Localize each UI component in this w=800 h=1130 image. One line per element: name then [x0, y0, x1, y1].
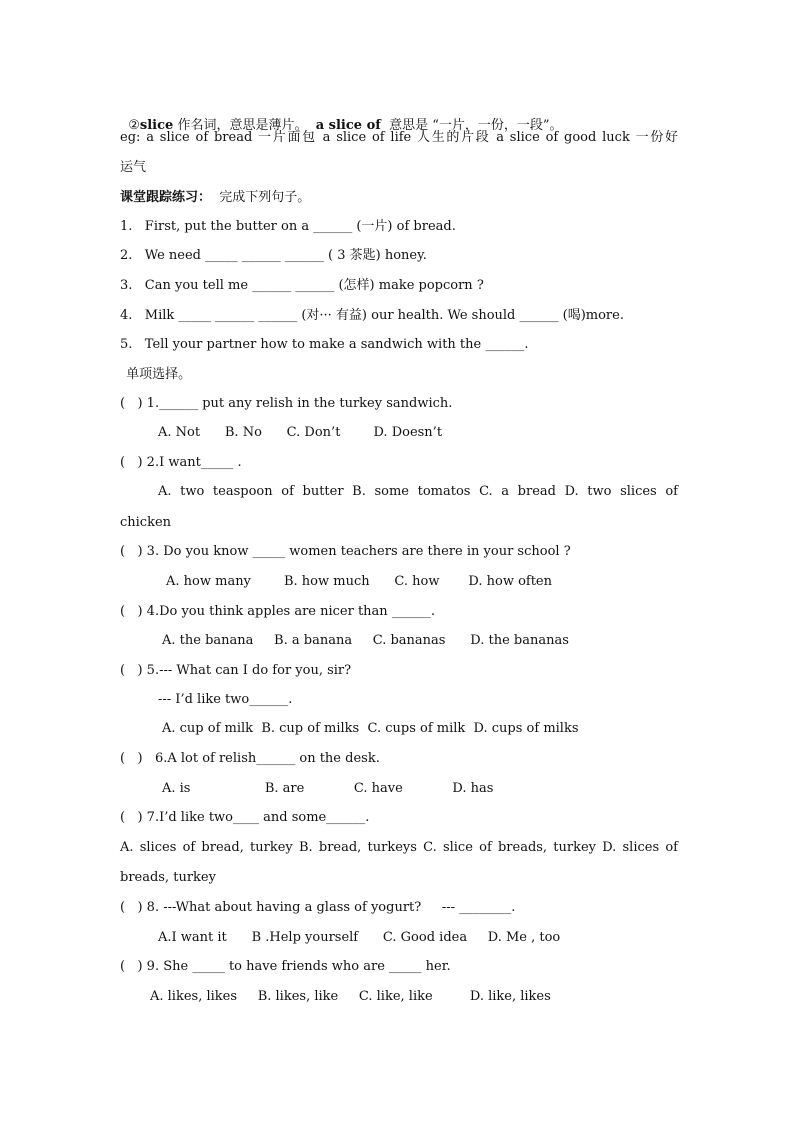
practice-heading-line	[120, 189, 310, 207]
practice-heading: 课堂跟踪练习：	[120, 190, 212, 205]
practice-item-3: 3. Can you tell me ______ ______ (怎样) make popcorn ?	[120, 278, 484, 293]
question-8-options: A.I want it B .Help yourself C. Good idea D. Me , too	[158, 930, 561, 945]
practice-item-4: 4. Milk _____ ______ ______ (对··· 有益) our health. We should ______ (喝)more.	[120, 308, 624, 323]
intro-example-line: eg: a slice of bread 一片面包 a slice of life 人生的片段 a slice of good luck 一份好	[120, 130, 678, 145]
question-2: ( ) 2.I want_____ .	[120, 455, 242, 470]
question-8: ( ) 8. ---What about having a glass of yogurt? --- ________.	[120, 900, 516, 915]
keyword-a-slice-of: a slice of	[315, 118, 381, 133]
question-1-options: A. Not B. No C. Don’t D. Doesn’t	[158, 425, 443, 440]
practice-item-5: 5. Tell your partner how to make a sandwich with the ______.	[120, 337, 529, 352]
question-5-dialogue: --- I’d like two______.	[158, 692, 293, 707]
question-9: ( ) 9. She _____ to have friends who are _____ her.	[120, 959, 451, 974]
question-9-options: A. likes, likes B. likes, like C. like, like D. like, likes	[150, 989, 551, 1004]
question-6: ( ) 6.A lot of relish______ on the desk.	[120, 751, 380, 766]
question-3: ( ) 3. Do you know _____ women teachers are there in your school ?	[120, 544, 571, 559]
question-5-options: A. cup of milk B. cup of milks C. cups of milk D. cups of milks	[162, 721, 579, 736]
intro-example-cont: 运气	[120, 160, 147, 175]
question-7-options-cont: breads, turkey	[120, 870, 216, 885]
practice-instruction: 完成下列句子。	[211, 190, 311, 205]
practice-item-1: 1. First, put the butter on a ______ (一片) of bread.	[120, 219, 456, 234]
mc-heading: 单项选择。	[122, 367, 192, 382]
question-3-options: A. how many B. how much C. how D. how often	[166, 574, 553, 589]
question-5: ( ) 5.--- What can I do for you, sir?	[120, 663, 352, 678]
circled-number-2: ②	[128, 118, 140, 133]
practice-item-2: 2. We need _____ ______ ______ ( 3 茶匙) honey.	[120, 248, 427, 263]
question-7-options: A. slices of bread, turkey B. bread, turkeys C. slice of breads, turkey D. slices of	[120, 840, 678, 855]
intro-text-1: 作名词，意思是薄片。	[173, 118, 316, 133]
intro-text-2: 意思是 “一片，一份，一段”。	[380, 118, 563, 133]
question-2-options-cont: chicken	[120, 515, 172, 530]
question-6-options: A. is B. are C. have D. has	[162, 781, 494, 796]
keyword-slice: slice	[139, 118, 174, 133]
question-1: ( ) 1.______ put any relish in the turkey sandwich.	[120, 396, 453, 411]
question-7: ( ) 7.I’d like two____ and some______.	[120, 810, 370, 825]
question-4-options: A. the banana B. a banana C. bananas D. the bananas	[162, 633, 569, 648]
question-4: ( ) 4.Do you think apples are nicer than ______.	[120, 604, 435, 619]
question-2-options: A. two teaspoon of butter B. some tomatos C. a bread D. two slices of	[158, 484, 678, 499]
